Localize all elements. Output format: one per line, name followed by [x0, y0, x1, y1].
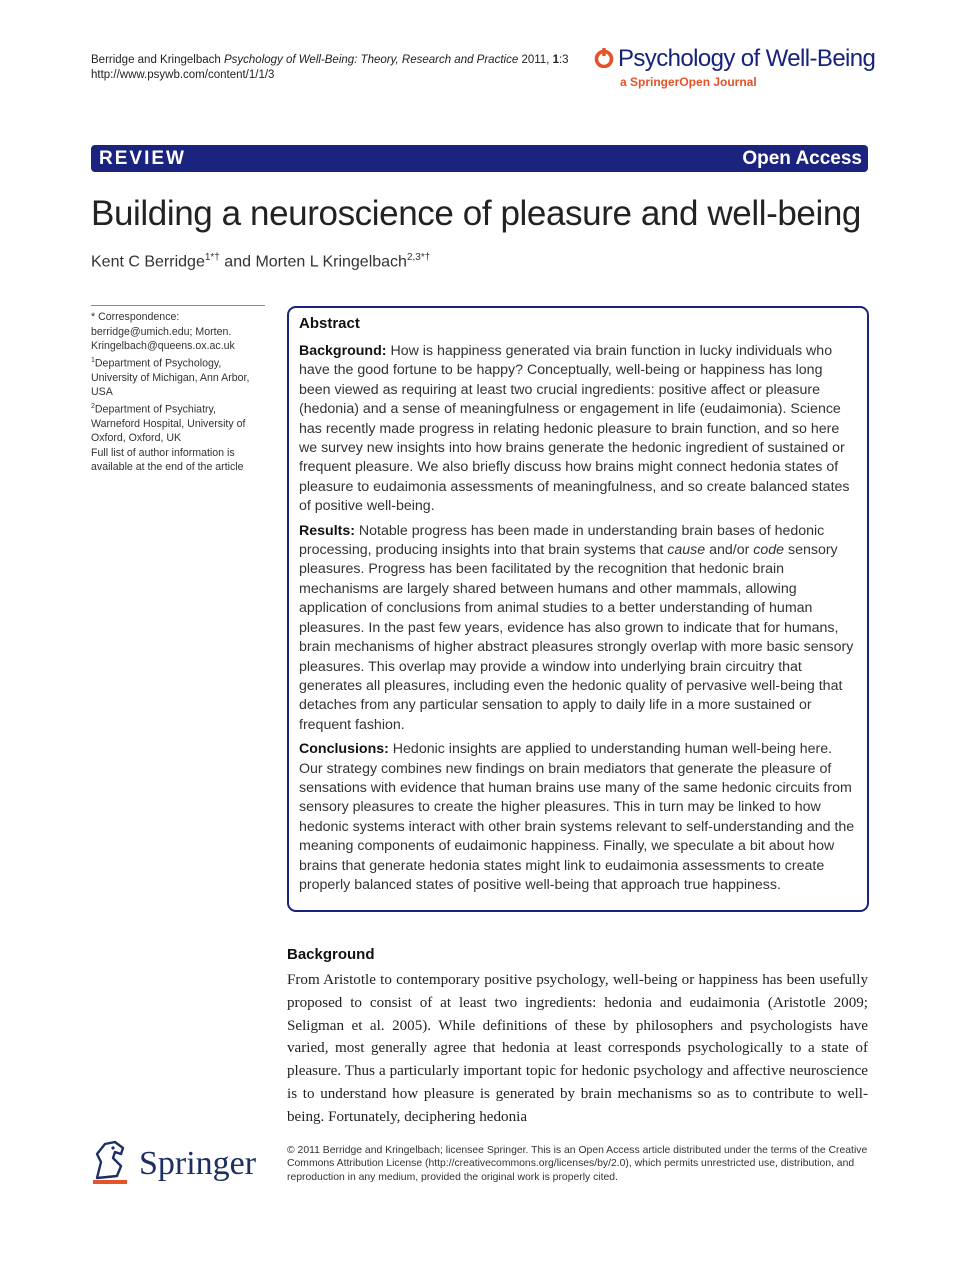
open-access-label: Open Access [742, 148, 862, 169]
author-list [91, 247, 691, 273]
citation-article: :3 [558, 54, 569, 66]
abstract-results: Results: Notable progress has been made in understanding brain bases of hedonic processing, producing insights into that brain systems that cause and/or code sensory pleasures. Progress has been facilitated by the recognition that hedonic brain mechanisms are largely shared between humans and other mammals, allowing application of conclusions from animal studies to a better understanding of human pleasures. In the past few years, evidence has also grown to indicate that for humans, brain mechanisms of higher abstract pleasures strongly overlap with more basic sensory pleasures. This overlap may provide a window into underlying brain circuitry that generates all pleasures, including even the hedonic quality of pervasive well-being that detaches from any particular sensation to apply to daily life in a more sustained or frequent fashion. [299, 522, 854, 733]
author-name: Morten L Kringelbach [255, 253, 407, 271]
article-title: Building a neuroscience of pleasure and well-being [91, 194, 861, 233]
citation-year: 2011, [521, 54, 550, 66]
affiliation: $^2$Department of Psychiatry, Warneford Hospital, University of Oxford, Oxford, UK [91, 402, 246, 445]
citation-authors: Berridge and Kringelbach [91, 54, 221, 66]
author-affiliation-marker: 2,3*† [406, 252, 431, 263]
citation-volume: 1 [552, 54, 559, 66]
springer-horse-icon [91, 1140, 131, 1191]
author-separator: and [219, 253, 256, 271]
abstract-conclusions: Conclusions: Hedonic insights are applied to understanding human well-being here. Our strategy combines new findings on brain mediators that generate the pleasure of sensations with evidence that human brains use many of the same hedonic circuits from sensory pleasures to create the higher pleasures. This in turn may be linked to how hedonic systems interact with other brain systems relevant to self-understanding and the meaning components of eudaimonic happiness. Finally, we speculate a bit about how brains that generate hedonia states might link to eudaimonia assessments to create properly balanced states of positive well-being that approach true happiness. [299, 741, 855, 893]
author-name: Kent C Berridge [91, 253, 205, 271]
article-type-label: REVIEW [99, 148, 186, 169]
journal-title: Psychology of Well-Being [618, 45, 876, 72]
section-heading: Background [287, 946, 375, 963]
springer-logo [91, 1140, 271, 1190]
citation-header [91, 53, 611, 83]
journal-logo [594, 45, 884, 89]
article-url[interactable]: http://www.psywb.com/content/1/1/3 [91, 69, 275, 81]
affiliation: $^1$Department of Psychology, University of Michigan, Ann Arbor, USA [91, 356, 250, 399]
journal-subtitle: a SpringerOpen Journal [620, 75, 757, 89]
citation-journal: Psychology of Well-Being: Theory, Research and Practice [223, 54, 519, 66]
correspondence: * Correspondence: berridge@umich.edu; Morten. Kringelbach@queens.ox.ac.uk [91, 311, 235, 352]
author-info-sidebar [91, 305, 265, 475]
author-info-note: Full list of author information is available at the end of the article [91, 446, 244, 474]
springeropen-logo-icon [594, 47, 614, 75]
abstract-background: Background: How is happiness generated via brain function in lucky individuals who have the good fortune to be happy? Conceptually, well-being or happiness has long been viewed as requiring at least two crucial ingredients: positive affect or pleasure (hedonia) and a sense of meaningfulness or engagement in life (eudaimonia). Science has recently made progress in relating hedonic pleasure to brain function, and so here we survey new insights into how brains generate the hedonic ingredient of sustained or frequent pleasure. We also briefly discuss how brains might connect hedonia states of pleasure to eudaimonia assessments of meaningfulness, and so create balanced states of positive well-being. [299, 343, 850, 515]
abstract-heading: Abstract [299, 315, 360, 332]
license-text: © 2011 Berridge and Kringelbach; licensee Springer. This is an Open Access article distributed under the terms of the Creative Commons Attribution License (http://creativecommons.org/licenses/by/2.0), which permits unrestricted use, distribution, and reproduction in any medium, provided the original work is properly cited. [287, 1145, 868, 1183]
article-type-banner [91, 145, 868, 172]
body-paragraph: From Aristotle to contemporary positive psychology, well-being or happiness has been usefully proposed to consist of at least two ingredients: hedonia and eudaimonia (Aristotle 2009; Seligman et al. 2005). While definitions of these by philosophers and psychologists have varied, most generally agree that hedonia at least corresponds psychologically to a state of pleasure. Thus a particularly important topic for hedonic psychology and affective neuroscience is to understand how pleasure is generated by brain mechanisms so as to contribute to well-being. Fortunately, deciphering hedonia [287, 972, 868, 1125]
author-affiliation-marker: 1*† [204, 252, 220, 263]
springer-wordmark: Springer [139, 1145, 257, 1182]
abstract-box [287, 306, 869, 912]
